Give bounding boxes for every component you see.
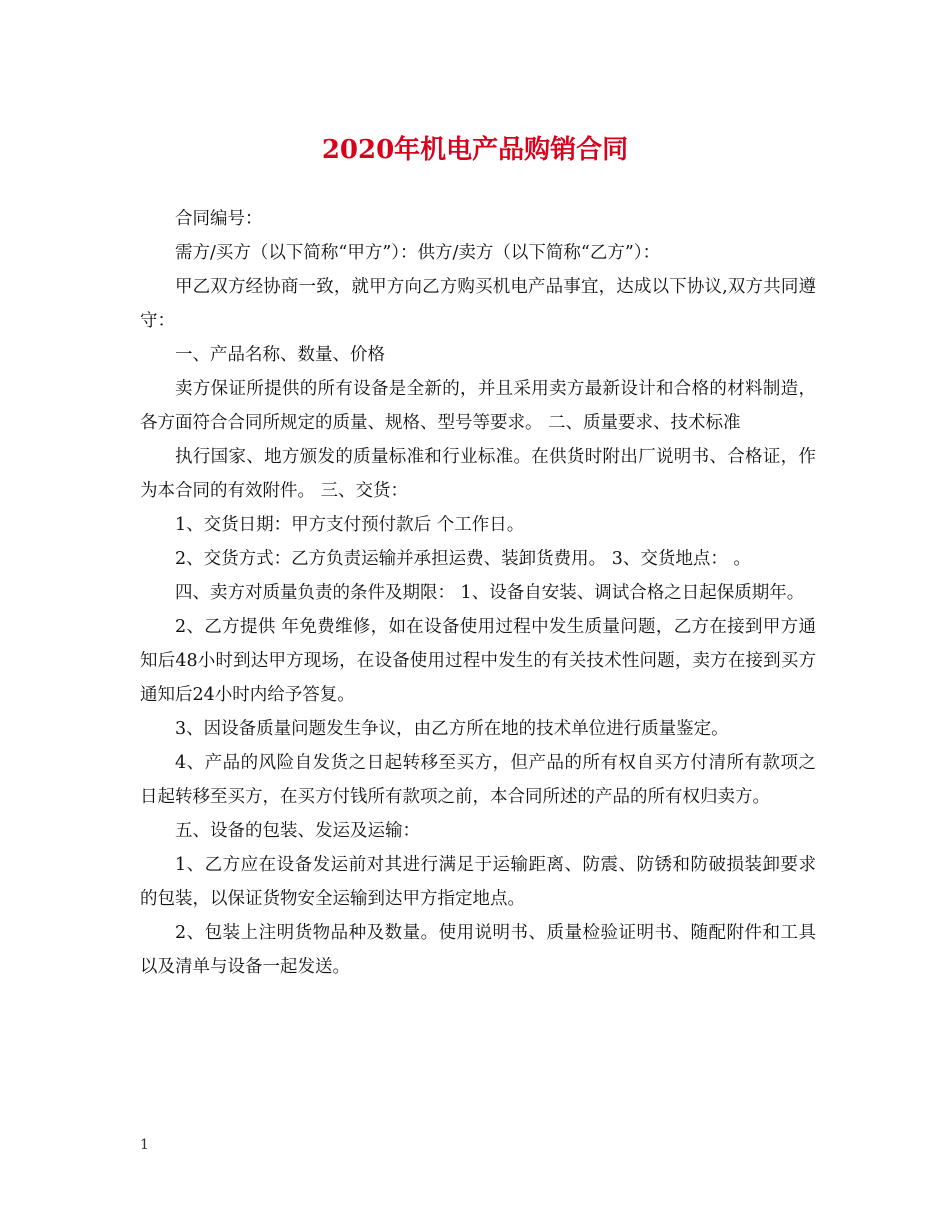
paragraph-delivery-date: 1、交货日期：甲方支付预付款后 个工作日。 xyxy=(175,515,525,535)
page-number: 1 xyxy=(140,1137,149,1153)
document-body xyxy=(140,202,816,984)
section-heading-product: 一、产品名称、数量、价格 xyxy=(175,345,385,365)
paragraph-quality-dispute: 3、因设备质量问题发生争议，由乙方所在地的技术单位进行质量鉴定。 xyxy=(175,719,729,739)
document-title: 2020年机电产品购销合同 xyxy=(321,135,629,165)
paragraph-delivery-method: 2、交货方式：乙方负责运输并承担运费、装卸货费用。 3、交货地点： 。 xyxy=(175,549,751,569)
paragraph-risk-transfer: 4、产品的风险自发货之日起转移至买方，但产品的所有权自买方付清所有款项之日起转移至买方，在买方付钱所有款项之前，本合同所述的产品的所有权归卖方。 xyxy=(140,753,816,807)
paragraph-warranty-terms: 四、卖方对质量负责的条件及期限： 1、设备自安装、调试合格之日起保质期年。 xyxy=(175,583,805,603)
paragraph-quality-standards: 执行国家、地方颁发的质量标准和行业标准。在供货时附出厂说明书、合格证，作为本合同的有效附件。 三、交货： xyxy=(140,447,816,501)
paragraph-contract-number: 合同编号： xyxy=(175,209,263,229)
paragraph-parties: 需方/买方（以下简称“甲方”）：供方/卖方（以下简称“乙方”）： xyxy=(175,243,661,263)
section-heading-packaging: 五、设备的包装、发运及运输： xyxy=(175,821,420,841)
paragraph-intro: 甲乙双方经协商一致，就甲方向乙方购买机电产品事宜，达成以下协议,双方共同遵守： xyxy=(140,277,816,331)
paragraph-free-maintenance: 2、乙方提供 年免费维修，如在设备使用过程中发生质量问题，乙方在接到甲方通知后48小时到达甲方现场，在设备使用过程中发生的有关技术性问题，卖方在接到买方通知后24小时内给予答复。 xyxy=(140,617,816,705)
paragraph-packaging-labels: 2、包装上注明货物品种及数量。使用说明书、质量检验证明书、随配附件和工具以及清单与设备一起发送。 xyxy=(140,923,816,977)
paragraph-product-guarantee: 卖方保证所提供的所有设备是全新的，并且采用卖方最新设计和合格的材料制造，各方面符合合同所规定的质量、规格、型号等要求。 二、质量要求、技术标准 xyxy=(140,379,816,433)
paragraph-packaging: 1、乙方应在设备发运前对其进行满足于运输距离、防震、防锈和防破损装卸要求的包装，以保证货物安全运输到达甲方指定地点。 xyxy=(140,855,816,909)
